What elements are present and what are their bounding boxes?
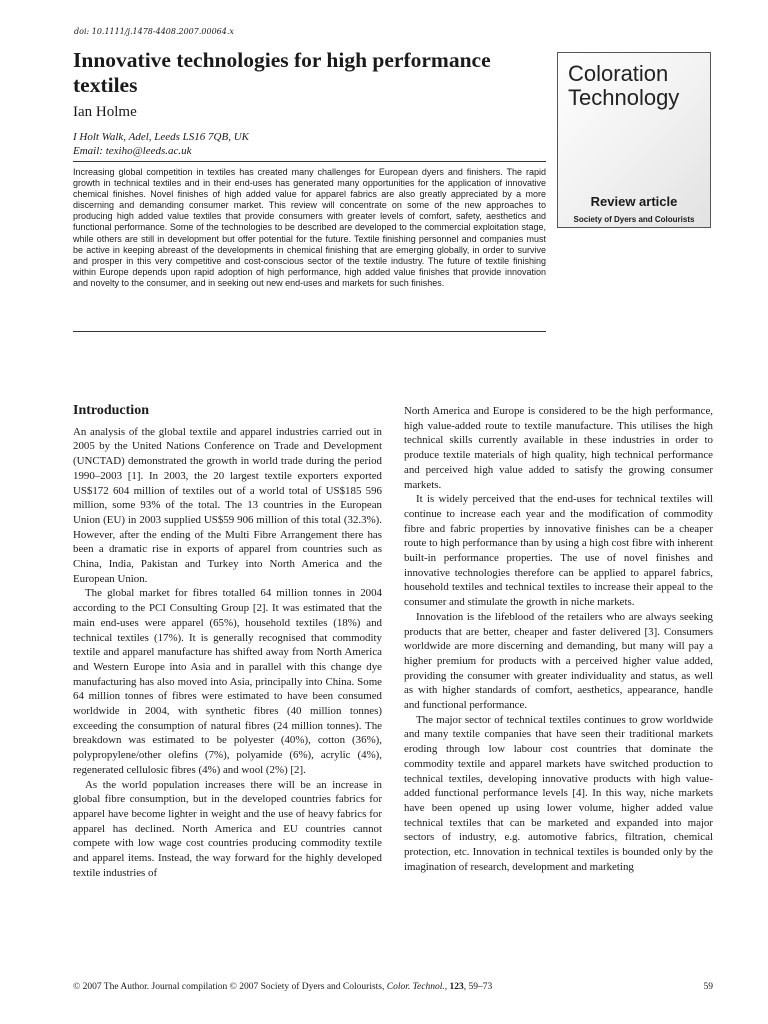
footer-copyright: © 2007 The Author. Journal compilation © 2007 Society of Dyers and Colourists, Color. Technol., 123, 59–73 xyxy=(73,982,493,992)
journal-cover-box xyxy=(557,52,711,228)
doi-line: doi: 10.1111/j.1478-4408.2007.00064.x xyxy=(74,27,234,36)
author-name: Ian Holme xyxy=(73,104,137,120)
abstract-bottom-rule xyxy=(73,331,546,332)
page-range: 59–73 xyxy=(468,982,493,992)
section-heading-introduction: Introduction xyxy=(73,403,149,418)
affiliation-email: Email: texiho@leeds.ac.uk xyxy=(73,145,192,157)
body-paragraph: As the world population increases there will be an increase in global fibre consumption, but in the developed countries fabrics for apparel have become lighter in weight and the use of heavy fabrics for apparel has declined. North America and EU countries cannot compete with low wage cost countries producing commodity textile and apparel items. Instead, the way forward for the highly developed textile industries of xyxy=(73,778,382,879)
copyright-text: © 2007 The Author. Journal compilation © 2007 Society of Dyers and Colourists, xyxy=(73,982,385,992)
body-paragraph: An analysis of the global textile and apparel industries carried out in 2005 by the United Nations Conference on Trade and Development (UNCTAD) demonstrated the growth in world trade during the period 1990–2003 [1]. In 2003, the 20 largest textile exporters exported US$172 604 million of textiles out of a world total of US$185 596 million, some 93% of the total. The 13 countries in the European Union (EU) in 2003 supplied US$59 906 million of this total (32.3%). However, after the ending of the Multi Fibre Arrangement there has been a dramatic rise in exports of apparel from countries such as China, India, Pakistan and Turkey into North America and the European Union. xyxy=(73,425,382,585)
body-paragraph: It is widely perceived that the end-uses for technical textiles will continue to increase each year and the modification of commodity fibre and fabric properties by innovative finishes can be a cheaper route to high performance than by using a high cost fibre with inherent built-in performance properties. The use of novel finishes and innovative technologies therefore can be applied to apparel fabrics, household textiles and technical textiles to increase their appeal to the consumer and stimulate the growth in niche markets. xyxy=(404,493,713,609)
volume-number: 123 xyxy=(449,982,464,992)
abstract-text: Increasing global competition in textiles has created many challenges for European dyers and finishers. The rapid growth in technical textiles and in their end-uses has generated many opportunities for the application of innovative chemical finishes. Novel finishes of high added value for apparel fabrics are also greatly appreciated by a more discerning and demanding consumer market. This review will concentrate on some of the new approaches to producing high added value textiles that provide consumers with greater levels of comfort, safety, aesthetics and functional performance. Some of the technologies to be described are developed to the commercial exploitation stage, while others are still in development but offer potential for the future. Textile finishing personnel and companies must be active in keeping abreast of the developments in chemical finishing that are emerging globally, in order to survive and prosper in this very competitive and cost-conscious sector of the textile industry. The future of textile finishing within Europe depends upon rapid adoption of high performance, high added value finishes that provide innovation and novelty to the consumer, and in seeking out new end-uses and markets for such finishes. xyxy=(73,167,546,288)
author-affiliation xyxy=(73,130,249,158)
body-paragraph: The global market for fibres totalled 64 million tonnes in 2004 according to the PCI Consulting Group [2]. It was estimated that the main end-uses were apparel (65%), household textiles (18%) and technical textiles (17%). It is generally recognised that commodity textile and apparel manufacture has shifted away from North America and Western Europe into Asia and in parallel with this change dye manufacturing has also moved into Asia, principally into China. Some 64 million tonnes of fibres were estimated to have been consumed worldwide in 2004, with synthetic fibres (40 million tonnes) exceeding the consumption of natural fibres (24 million tonnes). The breakdown was estimated to be polyester (40%), cotton (36%), polypropylene/other olefins (7%), polyamide (6%), acrylic (4%), regenerated cellulosic fibres (4%) and wool (2%) [2]. xyxy=(73,587,382,776)
abstract-top-rule xyxy=(73,161,546,162)
article-type-label: Review article xyxy=(590,194,678,209)
body-paragraph: North America and Europe is considered to be the high performance, high value-added route to textile manufacture. This utilises the high technical skills currently available in these industries in order to produce textile materials of high quality, high technical performance and perceived high value added to satisfy the growing consumer markets. xyxy=(404,405,713,491)
body-column-right xyxy=(404,404,713,875)
journal-name: Coloration Technology xyxy=(568,61,680,110)
journal-abbrev: Color. Technol. xyxy=(386,982,445,992)
body-paragraph: The major sector of technical textiles continues to grow worldwide and many textile companies that have seen their traditional markets eroding through low labour cost countries that dominate the commodity textile and apparel markets have switched production to technical textiles, developing innovative products with high value-added functional performance levels [4]. In this way, niche markets have been opened up using lower volume, higher added value technical textiles that can be marketed and expanded into major sectors of industry, e.g. automotive fabrics, filtration, chemical protection, etc. Innovation in technical textiles is bounded only by the imagination of research, development and marketing xyxy=(404,713,713,873)
body-column-left xyxy=(73,404,382,881)
page-number: 59 xyxy=(703,982,713,992)
society-name: Society of Dyers and Colourists xyxy=(573,215,695,224)
article-title: Innovative technologies for high performance textiles xyxy=(73,48,491,97)
body-paragraph: Innovation is the lifeblood of the retailers who are always seeking products that are better, cheaper and faster delivered [3]. Consumers worldwide are more discerning and demanding, but many will pay a higher premium for products with a perceived higher value added, providing the consumer with greater individuality and status, as well as with higher standards of comfort, aesthetics, appearance, handle and functional performance. xyxy=(404,610,713,712)
affiliation-address: I Holt Walk, Adel, Leeds LS16 7QB, UK xyxy=(73,131,249,143)
